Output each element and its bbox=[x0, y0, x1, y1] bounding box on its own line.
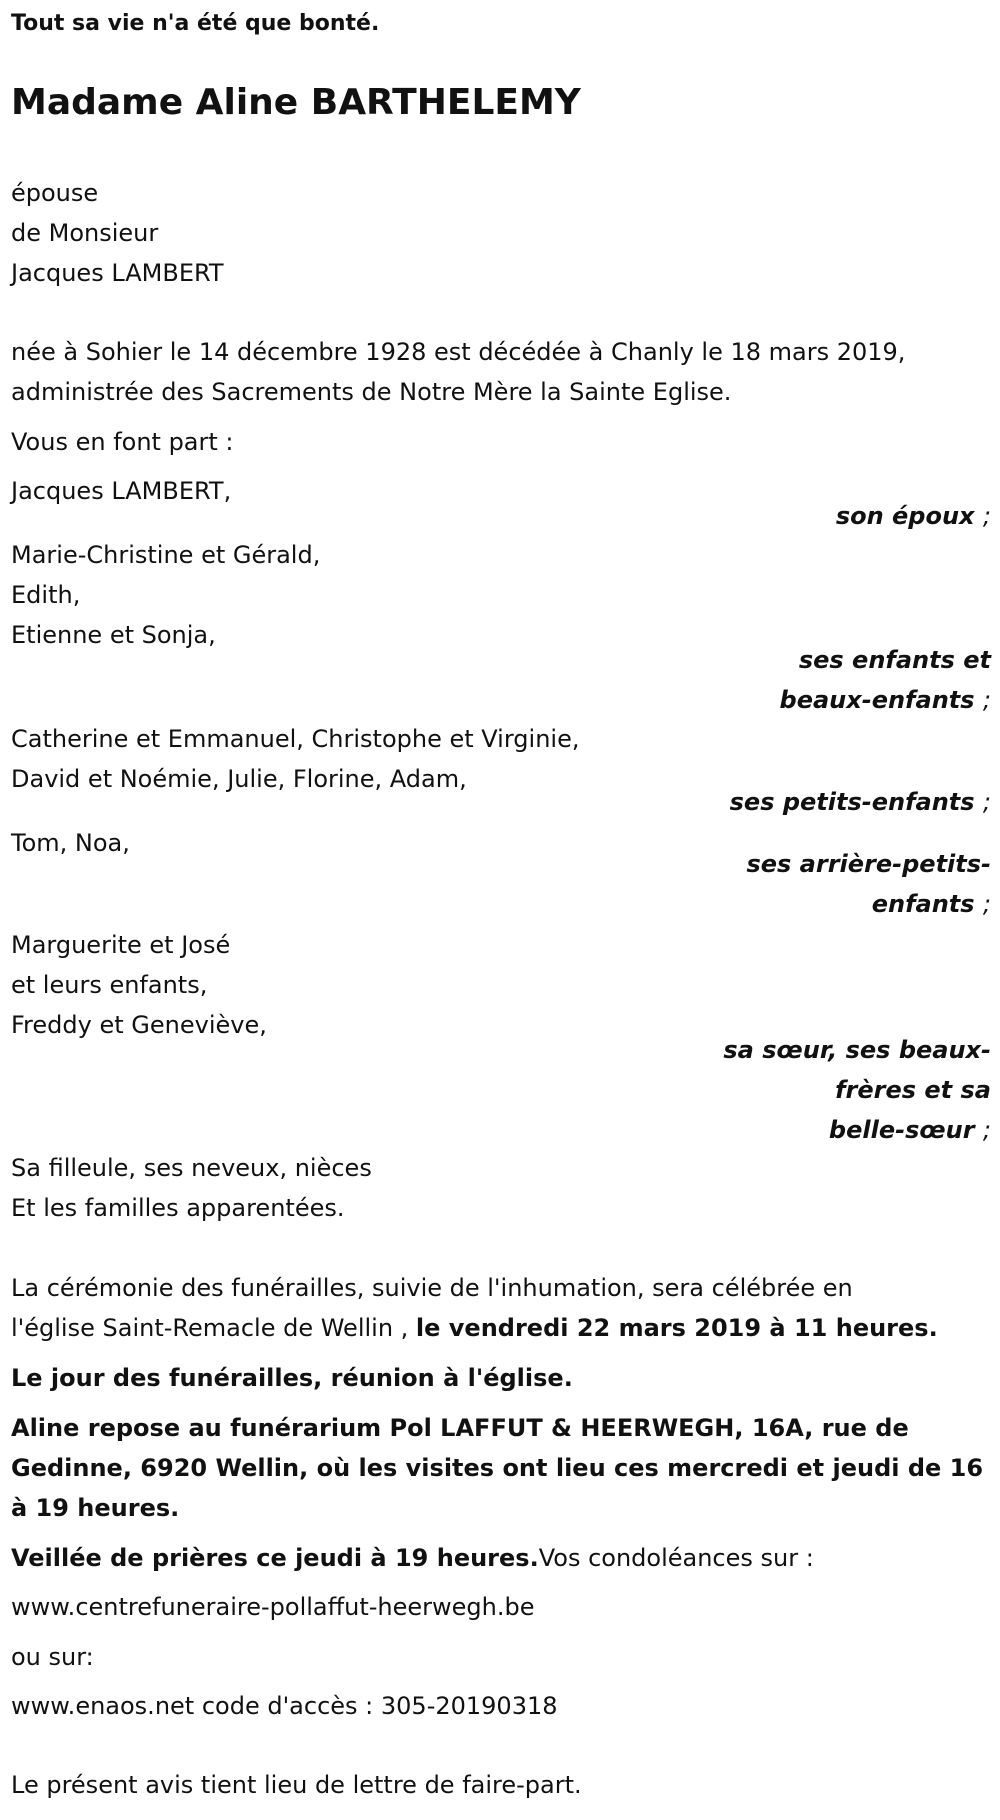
vigil-line bbox=[11, 1538, 814, 1578]
deceased-name: Madame Aline BARTHELEMY bbox=[11, 82, 581, 123]
birth-death-line-1: née à Sohier le 14 décembre 1928 est décédée à Chanly le 18 mars 2019, bbox=[11, 338, 906, 366]
relation-suffix: ; bbox=[982, 502, 991, 530]
website-link-2[interactable]: www.enaos.net code d'accès : 305-20190318 bbox=[11, 1692, 558, 1720]
closing-text: Le présent avis tient lieu de lettre de faire-part. bbox=[11, 1771, 582, 1799]
family-1-relation bbox=[836, 496, 991, 536]
family-1-name-1: Jacques LAMBERT, bbox=[11, 477, 232, 505]
relatives-line-2: Et les familles apparentées. bbox=[11, 1194, 345, 1222]
birth-death-line-2: administrée des Sacrements de Notre Mère la Sainte Eglise. bbox=[11, 378, 732, 406]
family-2-relation-text-2: beaux-enfants bbox=[779, 686, 975, 714]
motto: Tout sa vie n'a été que bonté. bbox=[11, 11, 380, 36]
spouse-line-1: épouse bbox=[11, 179, 99, 207]
family-3-relation bbox=[730, 782, 991, 822]
or-on-text: ou sur: bbox=[11, 1643, 94, 1671]
relation-suffix: ; bbox=[982, 788, 991, 816]
family-2-relation-line-1: ses enfants et bbox=[798, 646, 991, 674]
family-2-relation-line-2 bbox=[780, 680, 991, 720]
relation-suffix: ; bbox=[982, 686, 991, 714]
family-5-relation-line-2: frères et sa bbox=[835, 1076, 991, 1104]
family-5-name-2: et leurs enfants, bbox=[11, 971, 208, 999]
family-4-name-1: Tom, Noa, bbox=[11, 829, 130, 857]
family-4-relation-line-1: ses arrière-petits- bbox=[746, 850, 991, 878]
family-2-name-2: Edith, bbox=[11, 581, 81, 609]
family-2-name-1: Marie-Christine et Gérald, bbox=[11, 541, 321, 569]
condolences-text: Vos condoléances sur : bbox=[538, 1544, 814, 1572]
ceremony-date: le vendredi 22 mars 2019 à 11 heures. bbox=[415, 1314, 938, 1342]
ceremony-location: l'église Saint-Remacle de Wellin , bbox=[11, 1314, 416, 1342]
spouse-line-2: de Monsieur bbox=[11, 219, 159, 247]
funerarium-line-2: Gedinne, 6920 Wellin, où les visites ont lieu ces mercredi et jeudi de 16 bbox=[11, 1454, 984, 1482]
spouse-line-3: Jacques LAMBERT bbox=[11, 259, 224, 287]
relation-suffix: ; bbox=[982, 890, 991, 918]
relation-suffix: ; bbox=[982, 1116, 991, 1144]
family-5-relation-line-3 bbox=[829, 1110, 991, 1150]
relatives-line-1: Sa filleule, ses neveux, nièces bbox=[11, 1154, 372, 1182]
meeting-text: Le jour des funérailles, réunion à l'église. bbox=[11, 1364, 573, 1392]
announce-text: Vous en font part : bbox=[11, 428, 234, 456]
family-3-relation-text: ses petits-enfants bbox=[729, 788, 975, 816]
family-5-name-3: Freddy et Geneviève, bbox=[11, 1011, 267, 1039]
family-1-relation-line-1: son époux bbox=[835, 502, 975, 530]
ceremony-line-2 bbox=[11, 1308, 938, 1348]
family-2-name-3: Etienne et Sonja, bbox=[11, 621, 216, 649]
ceremony-line-1: La cérémonie des funérailles, suivie de l'inhumation, sera célébrée en bbox=[11, 1274, 853, 1302]
website-link-1[interactable]: www.centrefuneraire-pollaffut-heerwegh.be bbox=[11, 1593, 535, 1621]
family-3-name-1: Catherine et Emmanuel, Christophe et Virginie, bbox=[11, 725, 580, 753]
vigil-text: Veillée de prières ce jeudi à 19 heures. bbox=[11, 1544, 539, 1572]
family-3-name-2: David et Noémie, Julie, Florine, Adam, bbox=[11, 765, 467, 793]
family-4-relation-line-2 bbox=[872, 884, 991, 924]
family-5-relation-text-3: belle-sœur bbox=[828, 1116, 975, 1144]
family-4-relation-text-2: enfants bbox=[871, 890, 975, 918]
family-5-relation-line-1: sa sœur, ses beaux- bbox=[723, 1036, 991, 1064]
funerarium-line-1: Aline repose au funérarium Pol LAFFUT & HEERWEGH, 16A, rue de bbox=[11, 1414, 909, 1442]
family-5-name-1: Marguerite et José bbox=[11, 931, 231, 959]
funerarium-line-3: à 19 heures. bbox=[11, 1494, 180, 1522]
